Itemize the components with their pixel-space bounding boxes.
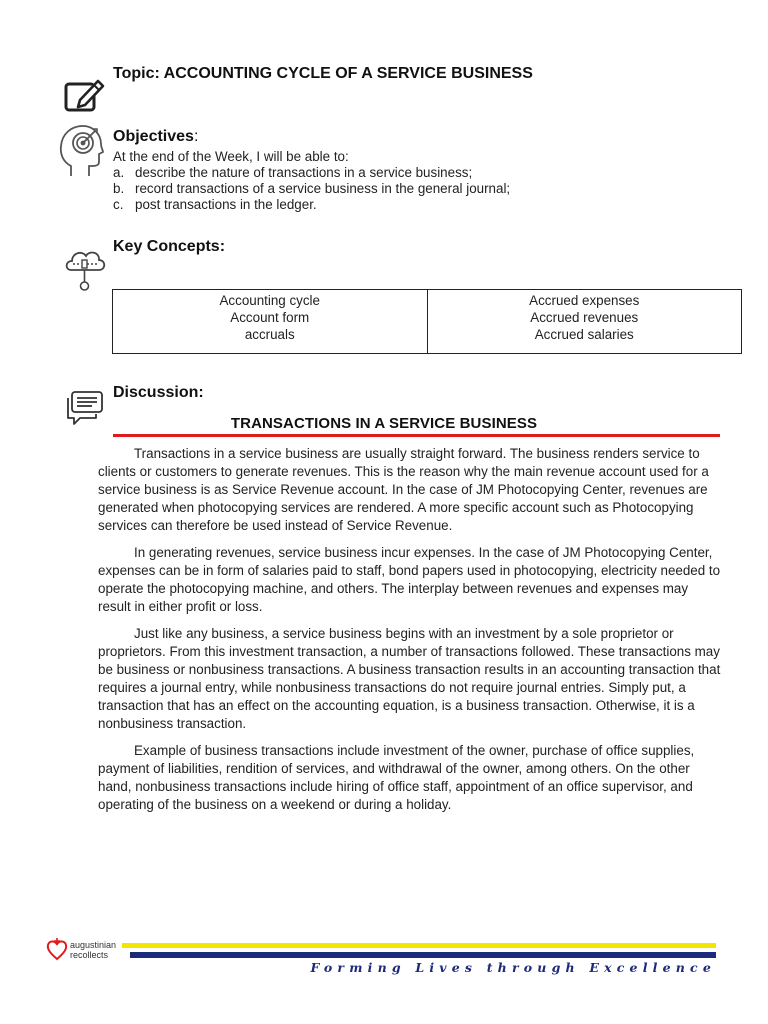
objectives-heading [113,128,198,146]
concept-item: Accrued expenses [529,293,640,308]
heart-logo-icon [46,937,68,961]
cloud-key-icon [63,244,107,292]
list-text: describe the nature of transactions in a service business; [135,165,473,180]
paragraph: In generating revenues, service business incur expenses. In the case of JM Photocopying Center, expenses can be in form of salaries paid to staff, bond papers used in photocopying, electricity needed to operate the photocopying machine, and others. The interplay between revenues and expenses may result in either profit or loss. [98,545,721,614]
list-item [113,181,510,197]
objectives-colon: : [193,128,199,145]
objectives-title: Objectives [113,128,194,145]
objectives-intro: At the end of the Week, I will be able to: [113,149,349,164]
section-title: TRANSACTIONS IN A SERVICE BUSINESS [230,415,538,432]
logo-line-2: recollects [70,950,109,960]
concept-item: accruals [244,327,295,342]
discussion-heading: Discussion: [113,384,204,401]
list-text: post transactions in the ledger. [135,197,317,212]
key-concepts-left-cell [113,290,428,354]
paragraph: Example of business transactions include investment of the owner, purchase of office supplies, payment of liabilities, rendition of services, and withdrawal of the owner, among others. On the other hand, nonbusiness transactions include hiring of office staff, appointment of an office supervisor, and operating of the business on a weekend or during a holiday. [98,743,695,812]
discussion-body [98,445,724,823]
key-concepts-heading: Key Concepts: [113,238,226,255]
footer-blue-bar [130,952,716,958]
footer-motto: Forming Lives through Excellence [310,960,716,975]
list-marker: b. [113,181,125,196]
concept-item: Accrued salaries [534,327,634,342]
list-item [113,165,510,181]
edit-icon [64,76,106,114]
paragraph: Just like any business, a service business begins with an investment by a sole proprietor or proprietors. From this investment transaction, a number of transactions followed. These transactions may be business or nonbusiness transactions. A business transaction results in an accounting transaction that requires a journal entry, while nonbusiness transactions do not require journal entries. Simply put, a transaction that has an effect on the accounting equation, is a business transaction. Otherwise, it is a nonbusiness transaction. [98,626,721,731]
list-item [113,197,510,213]
topic-title: ACCOUNTING CYCLE OF A SERVICE BUSINESS [163,65,533,82]
key-concepts-right-cell [427,290,742,354]
list-text: record transactions of a service business in the general journal; [135,181,511,196]
list-marker: a. [113,165,125,180]
title-underline [113,434,720,437]
logo-text [70,940,116,960]
topic-heading [113,65,533,83]
concept-item: Account form [230,310,310,325]
paragraph: Transactions in a service business are usually straight forward. The business renders service to clients or customers to generate revenues. This is the reason why the main revenue account used for a service business is as Service Revenue account. In the case of JM Photocopying Center, revenues are generated when photocopying services are rendered. A more specific account such as Photocopying services can therefore be used instead of Service Revenue. [98,446,709,533]
footer-yellow-bar [122,943,716,948]
logo-line-1: augustinian [70,940,117,950]
head-target-icon [57,122,105,178]
key-concepts-table [112,289,742,354]
objectives-list [113,149,510,213]
concept-item: Accrued revenues [530,310,639,325]
list-marker: c. [113,197,124,212]
concept-item: Accounting cycle [219,293,320,308]
topic-label: Topic: [113,65,164,82]
